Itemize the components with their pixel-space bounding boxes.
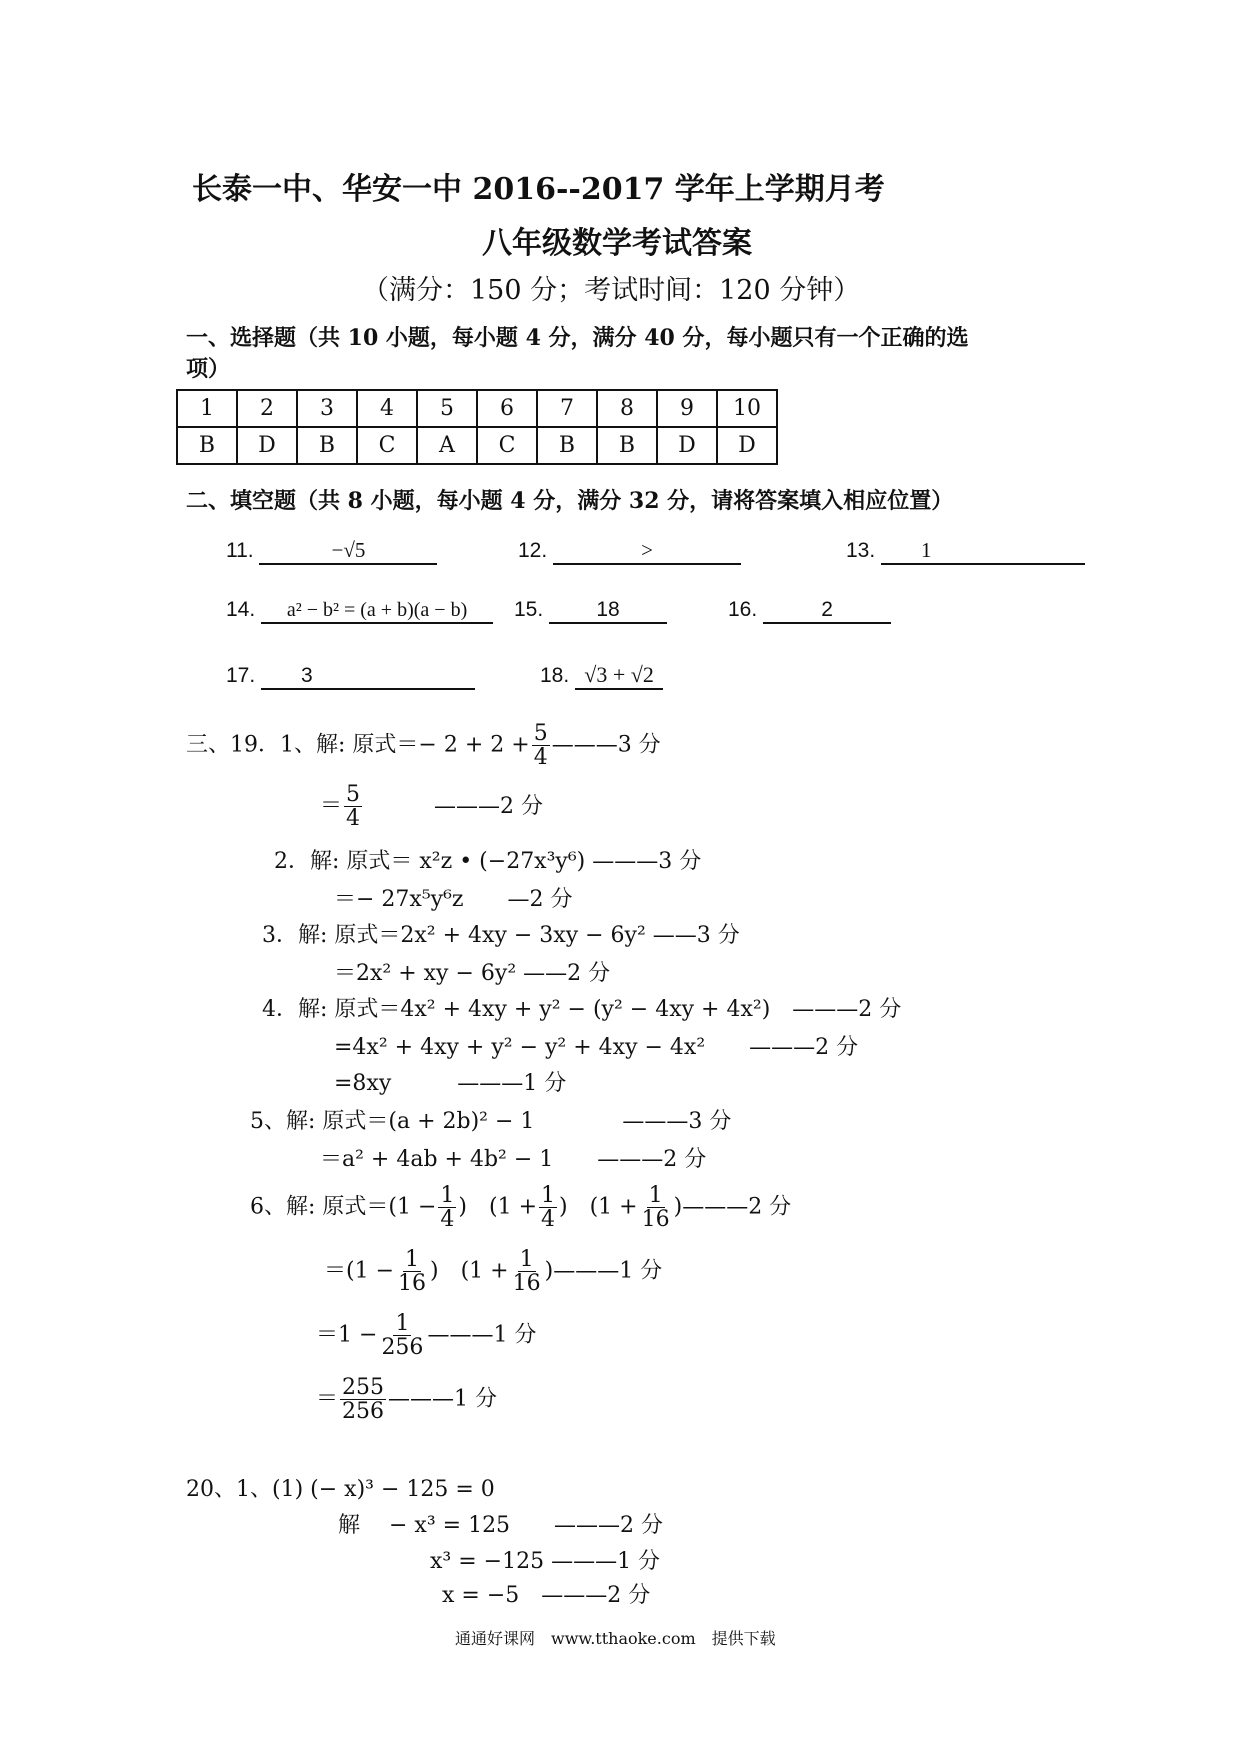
q19-2-line2: ＝− 27x⁵y⁶z —2 分	[334, 887, 573, 912]
table-cell: 5	[417, 390, 477, 427]
table-cell: 3	[297, 390, 357, 427]
fill-answer: 3	[261, 664, 475, 690]
table-cell: B	[177, 427, 237, 464]
q19-5-line2: ＝a² + 4ab + 4b² − 1 ———2 分	[320, 1147, 707, 1172]
math-text: 三、19．1、解: 原式＝	[186, 732, 419, 758]
q19-1-line1	[186, 722, 661, 769]
table-cell: B	[297, 427, 357, 464]
denominator: 16	[512, 1271, 541, 1297]
fill-item-15	[514, 598, 667, 624]
fraction	[344, 783, 362, 830]
q19-4-line2: =4x² + 4xy + y² − y² + 4xy − 4x² ———2 分	[334, 1035, 859, 1060]
fill-answer: 1	[881, 538, 1085, 565]
numerator: 1	[541, 1183, 556, 1208]
q19-6-line4	[316, 1376, 497, 1423]
answer-table-answers	[177, 427, 777, 464]
fill-item-18	[540, 662, 663, 690]
item-number: 18.	[540, 664, 570, 687]
item-number: 14.	[226, 598, 256, 621]
math-text: ＝	[320, 793, 343, 819]
table-cell: C	[477, 427, 537, 464]
footer-credit: 通通好课网 www.tthaoke.com 提供下载	[455, 1629, 776, 1648]
table-cell: B	[597, 427, 657, 464]
numerator: 1	[405, 1247, 420, 1272]
fraction	[340, 1376, 386, 1423]
table-cell: 10	[717, 390, 777, 427]
fill-item-13	[846, 538, 1085, 565]
q19-2-line1: 2．解: 原式＝ x²z • (−27x³y⁶) ———3 分	[274, 849, 702, 874]
item-number: 16.	[728, 598, 758, 621]
numerator: 5	[533, 721, 548, 746]
fill-item-12	[518, 538, 741, 565]
q19-6-line3	[316, 1312, 536, 1359]
numerator: 1	[519, 1247, 534, 1272]
denominator: 256	[342, 1399, 385, 1425]
table-cell: 8	[597, 390, 657, 427]
item-number: 12.	[518, 539, 548, 562]
score: ———1 分	[427, 1322, 537, 1348]
item-number: 13.	[846, 539, 876, 562]
q19-6-line2	[324, 1248, 662, 1295]
denominator: 4	[346, 806, 361, 832]
table-cell: 7	[537, 390, 597, 427]
table-cell: D	[657, 427, 717, 464]
q19-5-line1: 5、解: 原式＝(a + 2b)² − 1 ———3 分	[250, 1109, 732, 1134]
fill-answer: 2	[763, 598, 891, 624]
numerator: 1	[440, 1183, 455, 1208]
q20-line4: x = −5 ———2 分	[442, 1583, 651, 1608]
denominator: 4	[541, 1207, 556, 1233]
score: ———1 分	[388, 1386, 498, 1412]
denominator: 4	[440, 1207, 455, 1233]
fill-answer: √3 + √2	[575, 662, 663, 690]
fill-answer: −√5	[259, 538, 437, 565]
document-title: 长泰一中、华安一中 2016--2017 学年上学期月考	[192, 172, 885, 207]
table-cell: 1	[177, 390, 237, 427]
q19-4-line1: 4．解: 原式＝4x² + 4xy + y² − (y² − 4xy + 4x²) ———2 分	[262, 997, 902, 1022]
q20-line2: 解 − x³ = 125 ———2 分	[338, 1513, 664, 1538]
fraction	[379, 1312, 425, 1359]
fill-item-16	[728, 598, 891, 624]
fill-item-14	[226, 598, 493, 624]
fraction	[532, 722, 550, 769]
q19-4-line3: =8xy ———1 分	[334, 1071, 567, 1096]
table-cell: 4	[357, 390, 417, 427]
table-cell: D	[717, 427, 777, 464]
fill-answer: 18	[549, 598, 667, 624]
math-text: ＝	[316, 1386, 339, 1412]
q20-line1: 20、1、(1) (− x)³ − 125 = 0	[186, 1477, 495, 1502]
section2-heading: 二、填空题（共 8 小题，每小题 4 分，满分 32 分，请将答案填入相应位置）	[186, 488, 954, 514]
q19-1-line2	[320, 783, 543, 830]
math-text: ) (1 +	[559, 1194, 638, 1220]
fill-answer: >	[553, 538, 741, 565]
item-number: 17.	[226, 664, 256, 687]
table-cell: C	[357, 427, 417, 464]
math-text: ) (1 +	[458, 1194, 538, 1220]
math-text: − 2 + 2 +	[418, 732, 530, 758]
item-number: 11.	[226, 539, 254, 562]
fraction	[640, 1184, 672, 1231]
answer-table-numbers	[177, 390, 777, 427]
math-text: ) (1 +	[430, 1258, 509, 1284]
fraction	[396, 1248, 428, 1295]
numerator: 1	[395, 1311, 410, 1336]
fraction	[511, 1248, 543, 1295]
denominator: 16	[398, 1271, 427, 1297]
table-cell: A	[417, 427, 477, 464]
fill-item-11	[226, 538, 437, 565]
answer-table	[176, 389, 778, 465]
table-cell: 2	[237, 390, 297, 427]
denominator: 4	[533, 745, 548, 771]
q20-line3: x³ = −125 ———1 分	[430, 1549, 661, 1574]
fraction	[539, 1184, 557, 1231]
score: )———1 分	[544, 1258, 663, 1284]
section1-heading-cont: 项）	[186, 356, 231, 382]
table-cell: 9	[657, 390, 717, 427]
math-text: ＝1 −	[316, 1322, 378, 1348]
table-cell: B	[537, 427, 597, 464]
numerator: 1	[648, 1183, 663, 1208]
section1-heading: 一、选择题（共 10 小题，每小题 4 分，满分 40 分，每小题只有一个正确的选	[186, 325, 969, 351]
score: ———3 分	[551, 732, 661, 758]
numerator: 255	[342, 1375, 385, 1400]
document-subtitle: 八年级数学考试答案	[482, 226, 752, 261]
score: )———2 分	[673, 1194, 792, 1220]
fraction	[438, 1184, 456, 1231]
fill-answer: a² − b² = (a + b)(a − b)	[261, 599, 493, 624]
q19-3-line2: ＝2x² + xy − 6y² ——2 分	[334, 961, 611, 986]
numerator: 5	[346, 782, 361, 807]
q19-3-line1: 3．解: 原式＝2x² + 4xy − 3xy − 6y² ——3 分	[262, 923, 740, 948]
score: ———2 分	[434, 793, 544, 819]
table-cell: 6	[477, 390, 537, 427]
item-number: 15.	[514, 598, 544, 621]
fill-item-17	[226, 664, 475, 690]
math-text: 6、解: 原式＝(1 −	[250, 1194, 437, 1220]
exam-info: （满分：150 分；考试时间：120 分钟）	[362, 275, 861, 306]
denominator: 256	[381, 1335, 424, 1361]
table-cell: D	[237, 427, 297, 464]
denominator: 16	[641, 1207, 670, 1233]
q19-6-line1	[250, 1184, 791, 1231]
math-text: ＝(1 −	[324, 1258, 395, 1284]
